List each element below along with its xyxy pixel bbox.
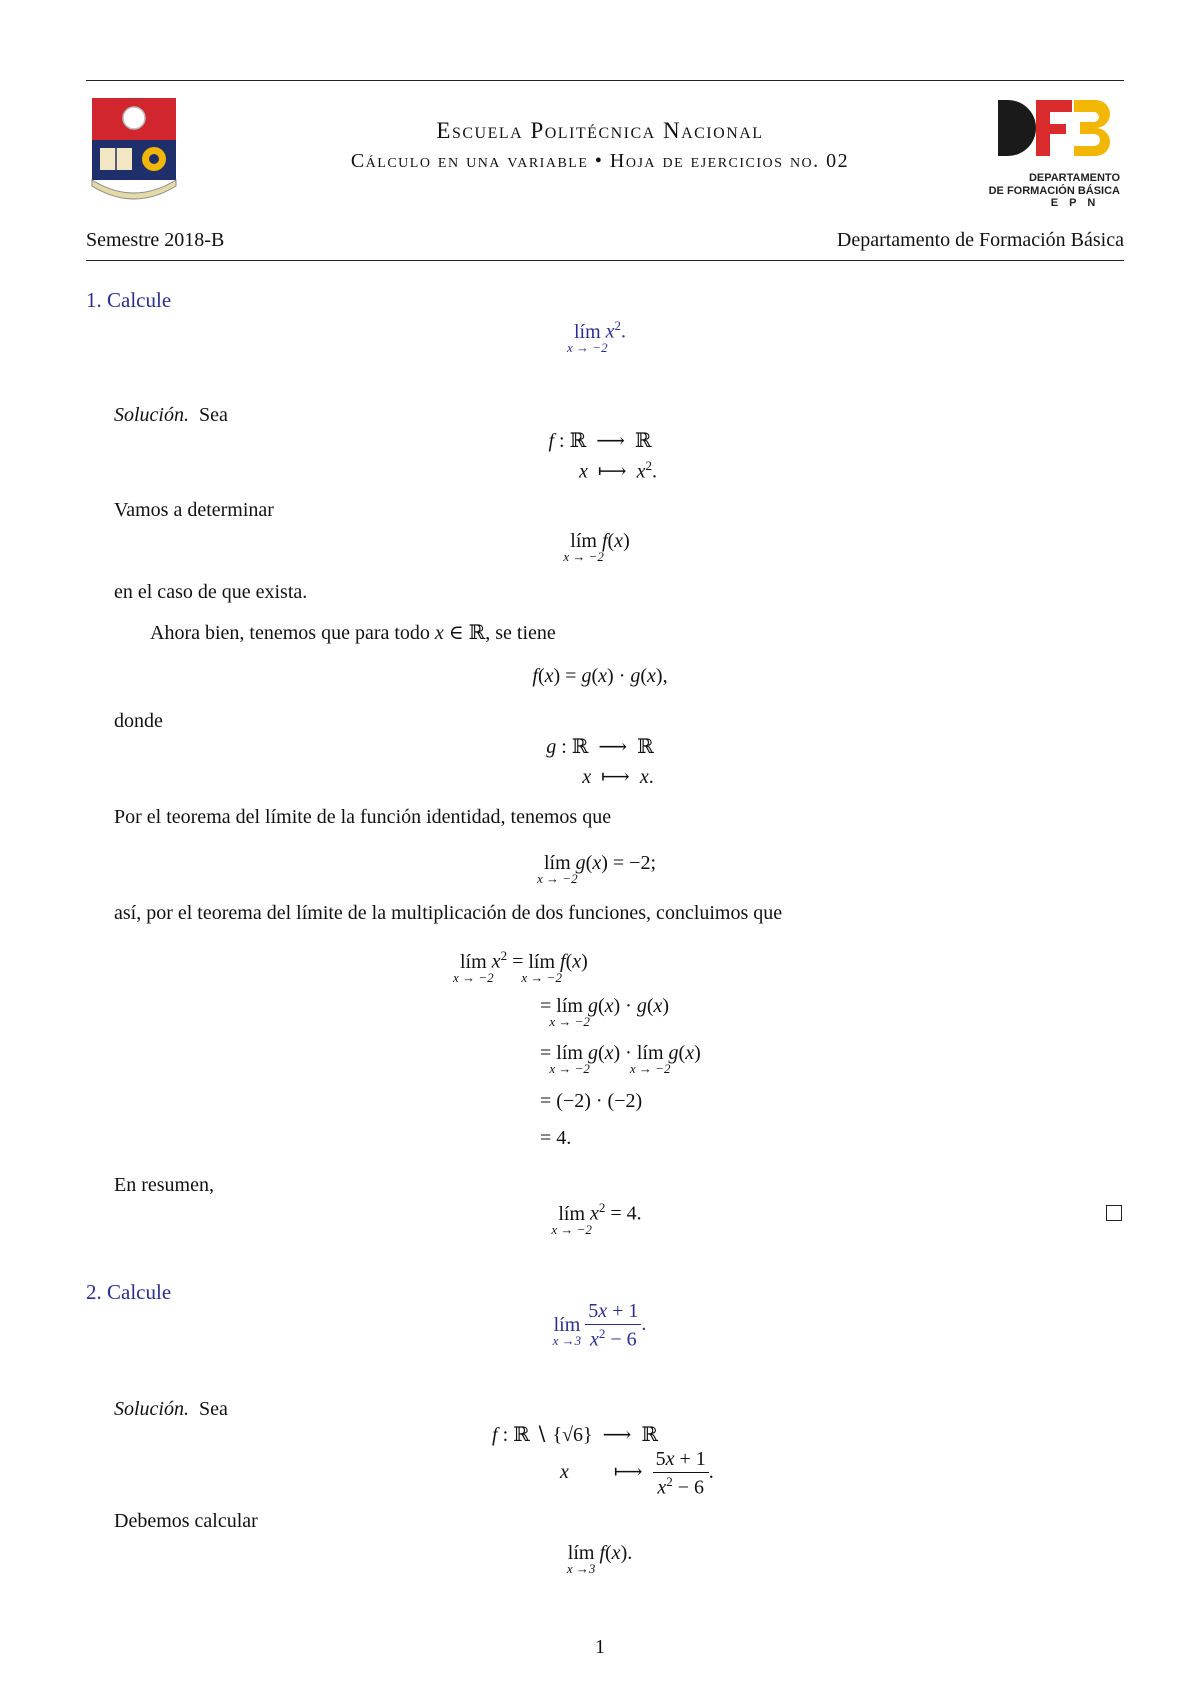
lim-fx: lím x → −2 f(x)	[563, 530, 630, 564]
ahora-text: Ahora bien, tenemos que para todo x ∈ ℝ, se tiene	[150, 622, 556, 644]
dfb-logo	[970, 96, 1120, 210]
school-name: Escuela Politécnica Nacional	[436, 118, 764, 143]
page-number: 1	[595, 1636, 605, 1658]
chain-line-4: = (−2) · (−2)	[540, 1090, 643, 1112]
semester-label: Semestre 2018-B	[86, 229, 225, 251]
escuela-shield-logo	[88, 94, 180, 204]
solution-2-label: Solución. Sea	[114, 1398, 228, 1420]
chain-line-5: = 4.	[540, 1127, 572, 1149]
map-f2-line1: f : ℝ ∖ {√6} ⟶ ℝ	[492, 1424, 658, 1446]
solution-1-label: Solución. Sea	[114, 404, 228, 426]
chain-line-2: = lím x → −2 g(x) · g(x)	[540, 995, 670, 1029]
qed-square-icon	[1106, 1205, 1122, 1221]
caso-text: en el caso de que exista.	[114, 581, 308, 603]
dfb-line1: DEPARTAMENTO	[1028, 172, 1120, 184]
lim-f2: lím x →3 f(x).	[566, 1542, 633, 1576]
map-f-line1: f : ℝ ⟶ ℝ	[548, 430, 652, 452]
map-g-line1: g : ℝ ⟶ ℝ	[546, 736, 654, 758]
f-equals-gg: f(x) = g(x) · g(x),	[532, 665, 668, 687]
dfb-line3: E P N	[1050, 197, 1100, 210]
map-f-line2: x ⟼ $x^2$.	[579, 458, 657, 483]
final-result: lím x → −2 $x^2 = 4$.	[551, 1200, 642, 1237]
problem-2-heading: 2. Calcule	[86, 1280, 172, 1304]
chain-line-3: = lím x → −2 g(x) · lím x → −2 g(x)	[540, 1042, 701, 1076]
chain-line-1: lím x → −2 $x^2$ = lím x → −2 f(x)	[453, 948, 588, 985]
problem-2-statement: lím x →3 $\frac{5x + 1}{x^2 - 6}$ .	[552, 1300, 647, 1351]
teorema1-text: Por el teorema del límite de la función identidad, tenemos que	[114, 806, 612, 828]
debemos-text: Debemos calcular	[114, 1510, 258, 1532]
dfb-line2: DE FORMACIÓN BÁSICA	[988, 184, 1120, 197]
map-g-line2: x ⟼ x.	[582, 766, 654, 788]
donde-text: donde	[114, 710, 163, 732]
dfb-mark-icon	[970, 96, 1120, 164]
resumen-text: En resumen,	[114, 1174, 214, 1196]
course-subtitle: Cálculo en una variable • Hoja de ejercicios no. 02	[350, 150, 850, 172]
map-f2-line2: x ⟼ $\frac{5x + 1}{x^2 - 6}$ .	[560, 1448, 714, 1499]
problem-1-heading: 1. Calcule	[86, 288, 172, 312]
teorema2-text: así, por el teorema del límite de la multiplicación de dos funciones, concluimos que	[114, 902, 783, 924]
lim-g-value: lím x → −2 g(x) = −2;	[537, 852, 656, 886]
department-label: Departamento de Formación Básica	[836, 229, 1124, 251]
vamos-text: Vamos a determinar	[114, 499, 274, 521]
problem-1-statement: lím x → −2 $x^2$.	[567, 318, 627, 355]
